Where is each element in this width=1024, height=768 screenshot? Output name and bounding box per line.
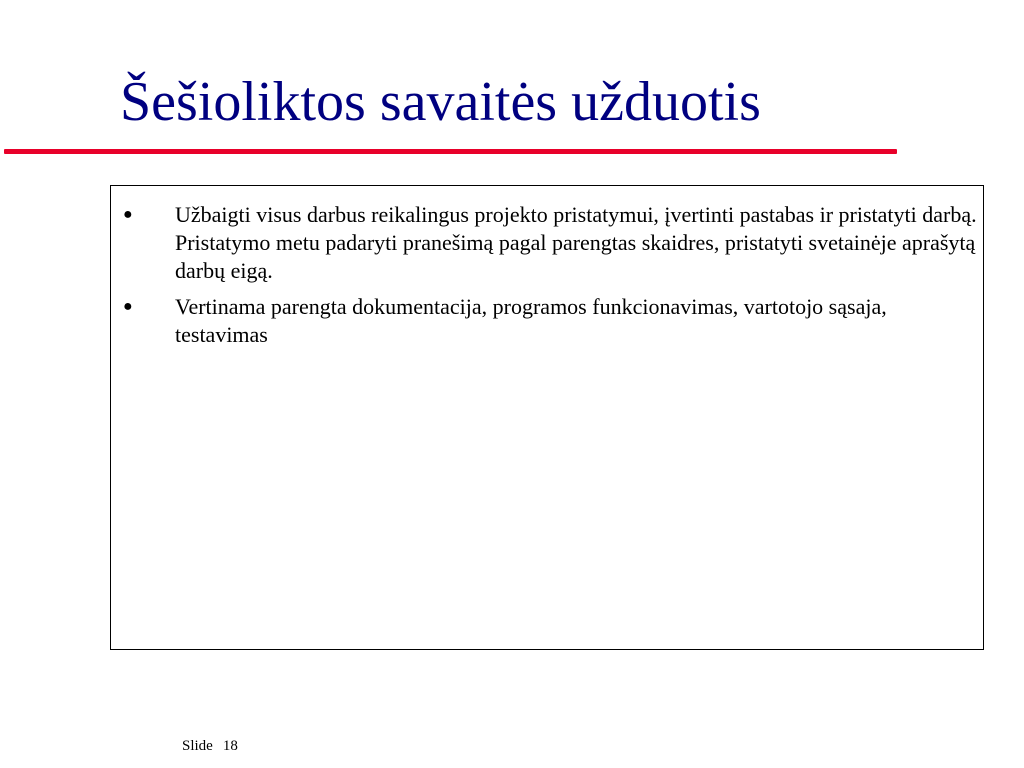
slide-footer <box>182 738 238 755</box>
slide-label: Slide <box>182 738 213 754</box>
slide-number: 18 <box>222 738 238 754</box>
bullet-text: Vertinama parengta dokumentacija, programos funkcionavimas, vartotojo sąsaja, testavimas <box>175 294 887 347</box>
title-underline <box>4 149 897 154</box>
bullet-item <box>119 201 977 285</box>
bullet-list <box>119 201 977 357</box>
bullet-icon: ● <box>123 298 133 315</box>
bullet-icon: ● <box>123 206 133 223</box>
content-placeholder <box>110 185 984 650</box>
slide-title: Šešioliktos savaitės užduotis <box>120 71 761 133</box>
bullet-item <box>119 293 977 349</box>
bullet-text: Užbaigti visus darbus reikalingus projekto pristatymui, įvertinti pastabas ir pristatyti darbą. Pristatymo metu padaryti pranešimą pagal parengtas skaidres, pristatyti svetainėje aprašytą darbų eigą. <box>175 202 977 283</box>
